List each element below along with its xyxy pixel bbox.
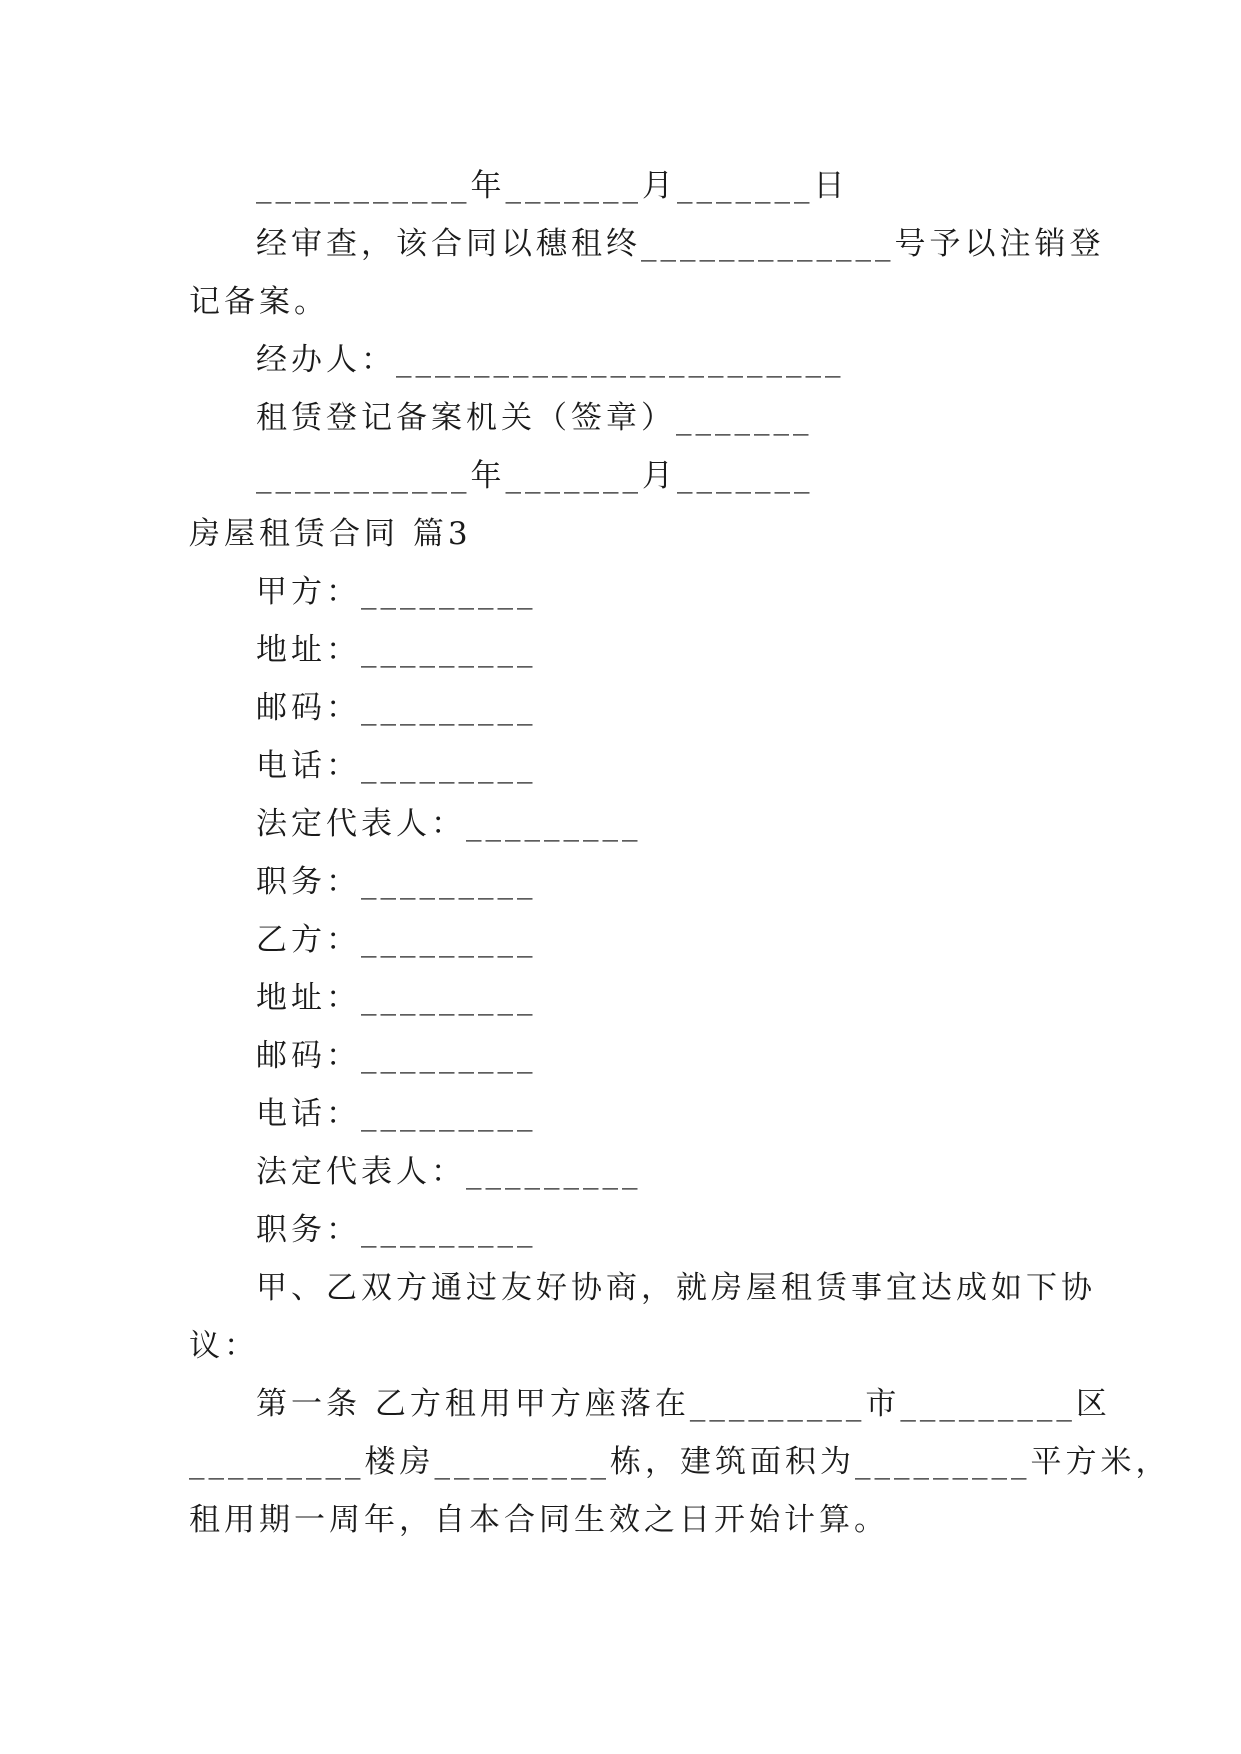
handler-field: 经办人：_______________________	[256, 342, 845, 378]
registration-authority-field: 租赁登记备案机关（签章）_______	[256, 400, 813, 436]
cancellation-text: 经审查，该合同以穗租终_____________号予以注销登	[256, 226, 1105, 262]
registration-date-line: ___________年_______月_______	[256, 458, 814, 494]
party-b-postcode-field: 邮码：_________	[256, 1038, 537, 1074]
party-b-field: 乙方：_________	[256, 922, 537, 958]
article-one-term: 租用期一周年，自本合同生效之日开始计算。	[189, 1502, 889, 1538]
party-a-postcode-field: 邮码：_________	[256, 690, 537, 726]
party-b-address-field: 地址：_________	[256, 980, 537, 1016]
party-b-position-field: 职务：_________	[256, 1212, 537, 1248]
article-one-continued: _________楼房_________栋，建筑面积为_________平方米，	[189, 1444, 1171, 1480]
party-a-representative-field: 法定代表人：_________	[256, 806, 642, 842]
party-a-field: 甲方：_________	[256, 574, 537, 610]
party-a-address-field: 地址：_________	[256, 632, 537, 668]
party-b-representative-field: 法定代表人：_________	[256, 1154, 642, 1190]
signature-date-line: ___________年_______月_______日	[256, 168, 849, 204]
cancellation-text-continued: 记备案。	[189, 284, 329, 320]
party-a-position-field: 职务：_________	[256, 864, 537, 900]
party-b-phone-field: 电话：_________	[256, 1096, 537, 1132]
article-one: 第一条 乙方租用甲方座落在_________市_________区	[256, 1386, 1111, 1422]
section-heading: 房屋租赁合同 篇3	[189, 516, 472, 552]
agreement-intro: 甲、乙双方通过友好协商，就房屋租赁事宜达成如下协	[256, 1270, 1096, 1306]
party-a-phone-field: 电话：_________	[256, 748, 537, 784]
agreement-intro-continued: 议：	[189, 1328, 259, 1364]
